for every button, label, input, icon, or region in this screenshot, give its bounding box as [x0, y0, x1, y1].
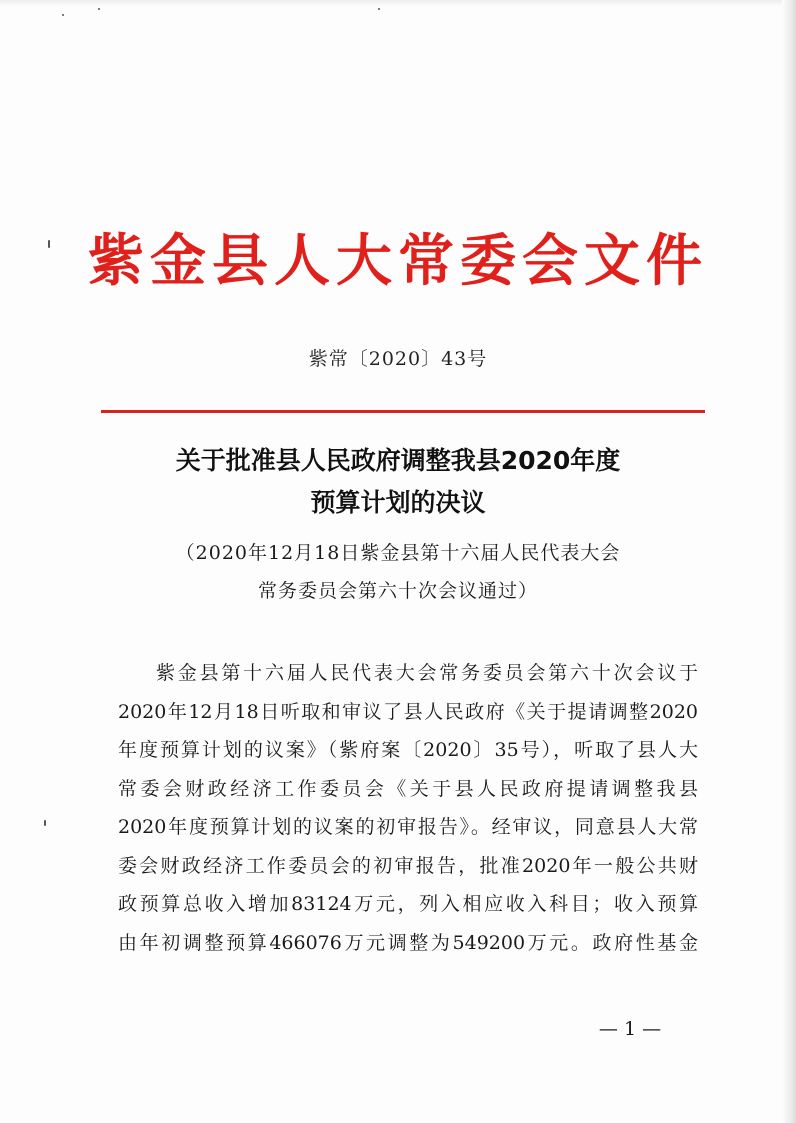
- body-line: 紫金县第十六届人民代表大会常务委员会第六十次会议于: [156, 662, 698, 684]
- body-line: 2020年度预算计划的议案的初审报告》。经审议，同意县人大常: [118, 816, 698, 838]
- page-number: — 1 —: [598, 1018, 662, 1040]
- document-title-line: 关于批准县人民政府调整我县2020年度: [175, 446, 621, 475]
- document-subtitle: [0, 534, 796, 610]
- body-line: 常委会财政经济工作委员会《关于县人民政府提请调整我县: [118, 777, 698, 800]
- page-top-edge: [0, 0, 796, 6]
- document-subtitle-line: （2020年12月18日紫金县第十六届人民代表大会: [175, 542, 621, 564]
- scan-speck: [98, 8, 100, 10]
- issuer-header-title: 紫金县人大常委会文件: [88, 229, 708, 294]
- document-subtitle-line: 常务委员会第六十次会议通过）: [257, 580, 538, 602]
- body-line: 政预算总收入增加83124万元，列入相应收入科目；收入预算: [118, 893, 698, 915]
- document-title: [0, 440, 796, 524]
- body-line: 委会财政经济工作委员会的初审报告，批准2020年一般公共财: [118, 854, 698, 877]
- scan-speck: [62, 14, 64, 16]
- body-line: 由年初调整预算466076万元调整为549200万元。政府性基金: [118, 931, 698, 954]
- document-title-line: 预算计划的决议: [310, 488, 486, 517]
- header-red-rule: [101, 410, 705, 413]
- document-body: [118, 654, 698, 962]
- body-line: 年度预算计划的议案》（紫府案〔2020〕35号），听取了县人大: [118, 739, 698, 761]
- body-line: 2020年12月18日听取和审议了县人民政府《关于提请调整2020: [118, 700, 698, 723]
- scan-speck: [378, 8, 380, 10]
- document-number: 紫常〔2020〕43号: [308, 348, 488, 370]
- scan-speck: [44, 820, 46, 826]
